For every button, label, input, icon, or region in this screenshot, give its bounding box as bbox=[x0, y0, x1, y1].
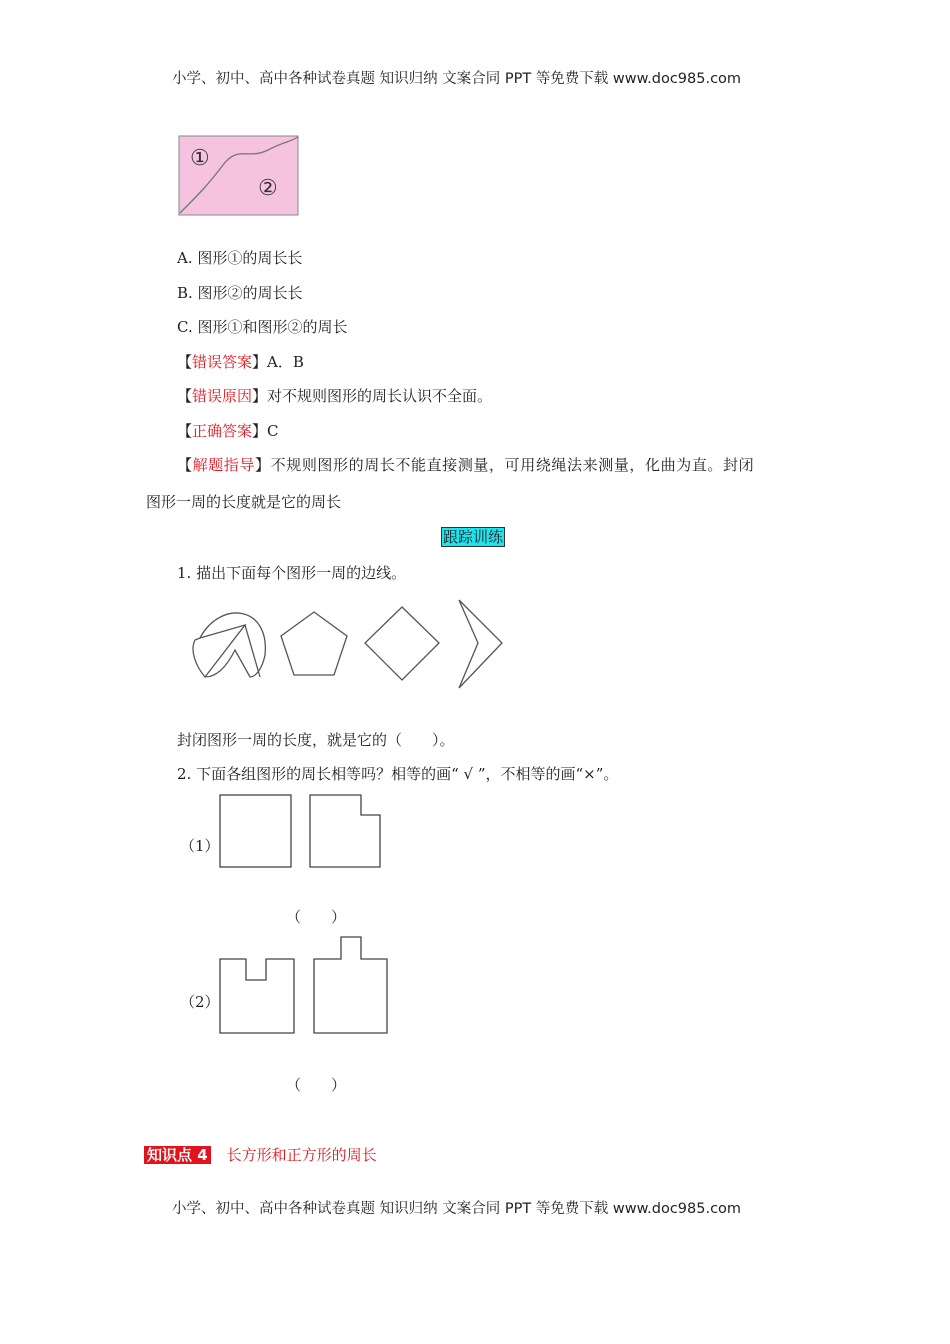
question-1: 1. 描出下面每个图形一周的边线。 bbox=[177, 564, 407, 582]
option-c: C. 图形①和图形②的周长 bbox=[177, 318, 348, 336]
diamond bbox=[365, 607, 439, 680]
practice-title: 跟踪训练 bbox=[443, 528, 504, 546]
group-1-label: （1） bbox=[180, 837, 220, 855]
arrow-shape bbox=[459, 600, 502, 688]
page-footer: 小学、初中、高中各种试卷真题 知识归纳 文案合同 PPT 等免费下载 www.doc985.com bbox=[172, 1201, 742, 1217]
group-1-answer: （ ） bbox=[286, 908, 347, 926]
option-a: A. 图形①的周长长 bbox=[177, 249, 303, 267]
question-2: 2. 下面各组图形的周长相等吗？相等的画“ √ ”，不相等的画“×”。 bbox=[177, 765, 619, 783]
page-header: 小学、初中、高中各种试卷真题 知识归纳 文案合同 PPT 等免费下载 www.doc985.com bbox=[172, 71, 742, 87]
shapes-to-trace bbox=[180, 595, 510, 695]
group-2-answer: （ ） bbox=[286, 1076, 347, 1094]
figure-label-1: ① bbox=[190, 146, 210, 171]
question-1-fill: 封闭图形一周的长度，就是它的（ ）。 bbox=[177, 731, 455, 749]
guide: 【解题指导】不规则图形的周长不能直接测量，可用绕绳法来测量，化曲为直。封闭 bbox=[177, 456, 755, 474]
wrong-reason: 【错误原因】对不规则图形的周长认识不全面。 bbox=[177, 387, 493, 405]
figure-label-2: ② bbox=[258, 176, 278, 201]
option-b: B. 图形②的周长长 bbox=[177, 284, 303, 302]
irregular-shape-figure bbox=[178, 135, 300, 217]
group-2-label: （2） bbox=[180, 993, 220, 1011]
group-2-shapes bbox=[218, 935, 390, 1037]
pentagon bbox=[281, 612, 347, 675]
correct-answer: 【正确答案】C bbox=[177, 422, 279, 440]
knowledge-point-heading: 知识点 4 长方形和正方形的周长 bbox=[144, 1144, 377, 1165]
guide-cont: 图形一周的长度就是它的周长 bbox=[146, 493, 342, 511]
group-1-shapes bbox=[218, 793, 388, 871]
wrong-answer: 【错误答案】A．B bbox=[177, 353, 304, 371]
wrong-answer-label: 错误答案 bbox=[192, 353, 253, 371]
